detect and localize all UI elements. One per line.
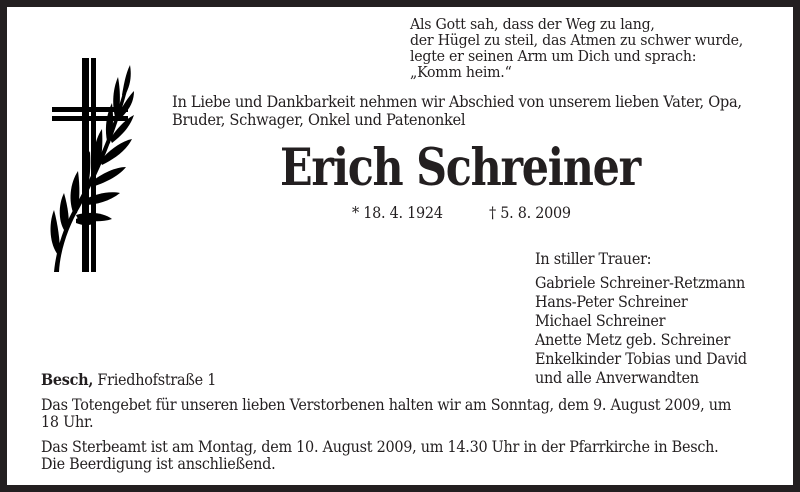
address-town: Besch, [41,370,94,389]
deceased-name: Erich Schreiner [280,138,640,198]
cross-with-palm-branch-icon [46,55,136,275]
mourners-list [535,273,747,387]
intro-line: Bruder, Schwager, Onkel und Patenonkel [172,110,466,129]
prayer-info [41,396,731,430]
poem-line: Als Gott sah, dass der Weg zu lang, [410,15,655,33]
requiem-line: Die Beerdigung ist anschließend. [41,454,276,473]
mourner-name: Hans-Peter Schreiner [535,292,688,311]
mourner-name: Enkelkinder Tobias und David [535,349,747,368]
intro-text [172,93,742,129]
poem-line: der Hügel zu steil, das Atmen zu schwer wurde, [410,31,744,49]
death-date: † 5. 8. 2009 [489,203,571,222]
prayer-line: 18 Uhr. [41,412,94,431]
prayer-line: Das Totengebet für unseren lieben Verstorbenen halten wir am Sonntag, dem 9. August 2009, um [41,395,732,414]
poem-line: „Komm heim.“ [410,63,512,81]
address [41,370,216,389]
mourner-name: und alle Anverwandten [535,368,699,387]
mourner-name: Anette Metz geb. Schreiner [535,330,731,349]
poem [410,16,743,80]
mourner-name: Gabriele Schreiner-Retzmann [535,273,746,292]
birth-date: * 18. 4. 1924 [352,203,443,222]
poem-line: legte er seinen Arm um Dich und sprach: [410,47,697,65]
requiem-line: Das Sterbeamt ist am Montag, dem 10. August 2009, um 14.30 Uhr in der Pfarrkirche in Besch. [41,437,719,456]
mourner-name: Michael Schreiner [535,311,666,330]
mourners-heading: In stiller Trauer: [535,249,652,268]
intro-line: In Liebe und Dankbarkeit nehmen wir Abschied von unserem lieben Vater, Opa, [172,92,742,111]
requiem-info [41,438,718,472]
address-street: Friedhofstraße 1 [93,370,217,389]
